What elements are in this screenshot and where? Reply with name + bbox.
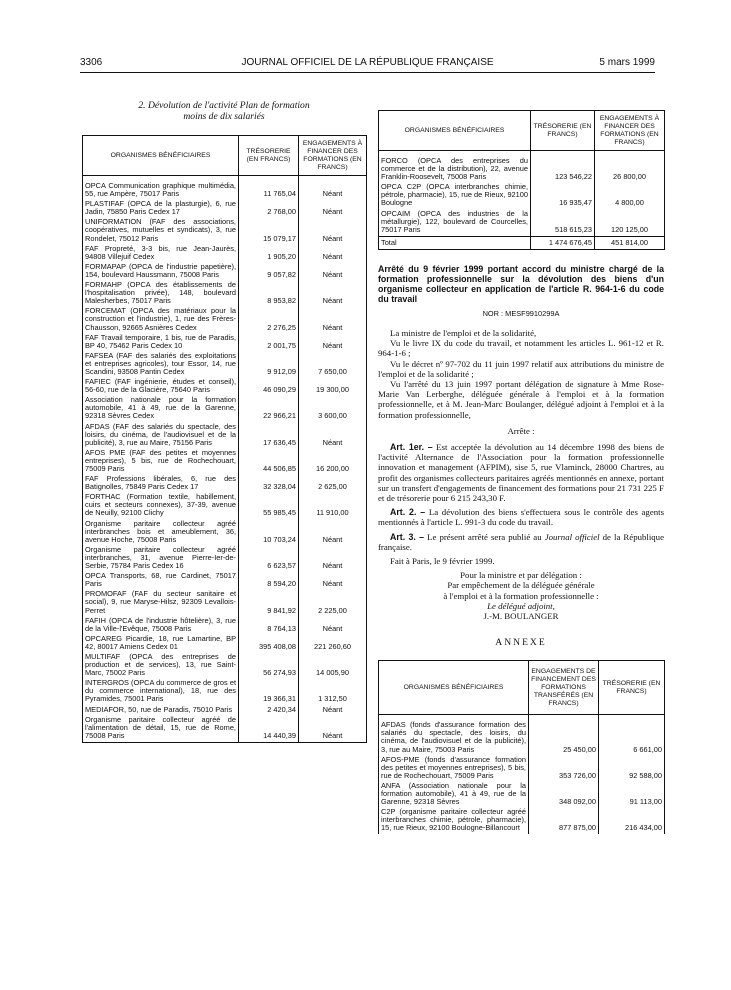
signature-line: Le délégué adjoint, (487, 600, 555, 611)
signature-line: Pour la ministre et par délégation : (460, 570, 582, 581)
cell-engagements: Néant (299, 716, 367, 743)
cell-organisme: FAF Travail temporaire, 1 bis, rue de Paradis, BP 40, 75462 Paris Cedex 10 (83, 334, 239, 352)
cell-tresorerie: 2 420,34 (239, 706, 299, 716)
cell-engagements: Néant (299, 281, 367, 307)
cell-engagements: 4 800,00 (595, 183, 665, 209)
table-row (83, 716, 367, 743)
cell-organisme: FAFSEA (FAF des salariés des exploitations et entreprises agricoles), tour Essor, 14, rue Scandini, 93508 Pantin Cedex (83, 352, 239, 378)
table-row (379, 721, 665, 755)
section-title: 2. Dévolution de l'activité Plan de formation moins de dix salariés (138, 100, 310, 122)
article-2 (378, 507, 664, 527)
total-engagements: 451 814,00 (595, 236, 665, 249)
cell-tresorerie: 92 588,00 (599, 756, 665, 782)
cell-tresorerie: 15 079,17 (239, 218, 299, 244)
cell-engagements: 353 726,00 (529, 756, 599, 782)
issue-date: 5 mars 1999 (599, 57, 655, 68)
cell-tresorerie: 10 703,24 (239, 520, 299, 546)
cell-engagements: Néant (299, 617, 367, 635)
cell-organisme: Organisme paritaire collecteur agréé interbranches bois et ameublement, 36, avenue Hoche, 75008 Paris (83, 520, 239, 546)
cell-organisme: FAFIEC (FAF ingénierie, études et conseil), 56-60, rue de la Glacière, 75640 Paris (83, 378, 239, 396)
cell-tresorerie: 9 057,82 (239, 263, 299, 281)
cell-organisme: OPCA Transports, 68, rue Cardinet, 75017 Paris (83, 572, 239, 590)
cell-organisme: FAF Propreté, 3-3 bis, rue Jean-Jaurès, 94808 Villejuif Cedex (83, 245, 239, 263)
cell-tresorerie: 6 623,57 (239, 546, 299, 572)
cell-tresorerie: 19 366,31 (239, 679, 299, 705)
cell-organisme: ANFA (Association nationale pour la formation automobile), 41 à 49, rue de la Garenne, 92318 Sèvres (379, 782, 529, 808)
right-column (378, 110, 664, 834)
annexe-table (378, 660, 665, 834)
arrete-paragraph: La ministre de l'emploi et de la solidarité, (390, 327, 537, 338)
article-3 (378, 532, 664, 552)
cell-tresorerie: 44 506,85 (239, 449, 299, 475)
devolution-table-body (83, 176, 367, 743)
table-row (83, 423, 367, 449)
cell-engagements: Néant (299, 245, 367, 263)
table-row (83, 635, 367, 653)
table-row (83, 617, 367, 635)
cell-engagements: Néant (299, 572, 367, 590)
table-row (83, 475, 367, 493)
cell-engagements: Néant (299, 546, 367, 572)
article-1-text: Est acceptée la dévolution au 14 décembre 1998 des biens de l'activité Alternance de l'Association pour la formation professionnelle innovation et management (AFPIM), sise 5, rue Vlaminck, 28000 Chartres, au profit des organismes collecteurs paritaires agréés mentionnés en annexe, portant sur un transfert d'engagements de financement des formations pour 21 731 225 F et de trésorerie pour 6 215 243,30 F. (378, 441, 664, 503)
cell-engagements: 2 225,00 (299, 590, 367, 616)
cell-organisme: OPCAREG Picardie, 18, rue Lamartine, BP 42, 80017 Amiens Cedex 01 (83, 635, 239, 653)
header-rule (80, 72, 655, 73)
col-header-tresorerie: TRÉSORERIE (EN FRANCS) (531, 111, 595, 151)
table-row (83, 307, 367, 333)
cell-tresorerie: 8 594,20 (239, 572, 299, 590)
cell-organisme: FORCO (OPCA des entreprises du commerce et de la distribution), 22, avenue Franklin-Roosevelt, 75008 Paris (379, 157, 531, 183)
devolution-table-continued-body (379, 151, 665, 250)
article-1 (378, 442, 664, 503)
cell-engagements: 877 875,00 (529, 808, 599, 834)
journal-officiel-text: Journal officiel (544, 531, 600, 542)
cell-organisme: FORTHAC (Formation textile, habillement, cuirs et secteurs connexes), 37-39, avenue de Neuilly, 92100 Clichy (83, 493, 239, 519)
cell-engagements: Néant (299, 218, 367, 244)
signatory-name: J.-M. BOULANGER (483, 611, 559, 622)
left-column (82, 100, 366, 743)
cell-engagements: 25 450,00 (529, 721, 599, 755)
cell-tresorerie: 518 615,23 (531, 210, 595, 237)
cell-engagements: Néant (299, 307, 367, 333)
cell-organisme: Organisme paritaire collecteur agréé de l'alimentation de détail, 15, rue de Rome, 75008 Paris (83, 716, 239, 743)
article-2-label: Art. 2. – (390, 507, 426, 518)
cell-organisme: C2P (organisme paritaire collecteur agréé interbranches chimie, pétrole, pharmacie), 15, rue Rieux, 92100 Boulogne-Billancourt (379, 808, 529, 834)
cell-engagements: 11 910,00 (299, 493, 367, 519)
table-row (83, 281, 367, 307)
devolution-table-continued (378, 110, 665, 250)
cell-tresorerie: 22 966,21 (239, 396, 299, 422)
table-row (83, 200, 367, 218)
cell-engagements: Néant (299, 706, 367, 716)
cell-organisme: PROMOFAF (FAF du secteur sanitaire et social), 9, rue Maryse-Hilsz, 92309 Levallois-Perret (83, 590, 239, 616)
table-row (379, 756, 665, 782)
article-3-text-post: de la République française. (378, 531, 664, 552)
cell-organisme: Organisme paritaire collecteur agréé interbranches, 31, avenue Pierre-Ier-de-Serbie, 75784 Paris Cedex 16 (83, 546, 239, 572)
cell-tresorerie: 1 905,20 (239, 245, 299, 263)
article-3-label: Art. 3. – (390, 531, 425, 542)
cell-tresorerie: 14 440,39 (239, 716, 299, 743)
cell-tresorerie: 8 953,82 (239, 281, 299, 307)
cell-engagements: 1 312,50 (299, 679, 367, 705)
cell-organisme: FAF Professions libérales, 6, rue des Batignolles, 75849 Paris Cedex 17 (83, 475, 239, 493)
cell-organisme: MULTIFAF (OPCA des entreprises de production et de services), 13, rue Saint-Marc, 75002 Paris (83, 653, 239, 679)
table-row (83, 352, 367, 378)
table-row (83, 396, 367, 422)
table-row (83, 245, 367, 263)
article-1-label: Art. 1er. – (390, 441, 433, 452)
cell-tresorerie: 17 636,45 (239, 423, 299, 449)
cell-organisme: UNIFORMATION (FAF des associations, coopératives, mutuelles et syndicats), 3, rue Rondelet, 75012 Paris (83, 218, 239, 244)
cell-engagements: 348 092,00 (529, 782, 599, 808)
devolution-table (82, 135, 367, 743)
cell-organisme: AFDAS (fonds d'assurance formation des salariés du spectacle, des loisirs, du cinéma, de l'audiovisuel et de la publicité), 3, rue au Maire, 75003 Paris (379, 721, 529, 755)
article-2-text: La dévolution des biens s'effectuera sous le contrôle des agents mentionnés à l'article L. 991-3 du code du travail. (378, 507, 664, 528)
cell-organisme: MEDIAFOR, 50, rue de Paradis, 75010 Paris (83, 706, 239, 716)
cell-engagements: 26 800,00 (595, 157, 665, 183)
cell-engagements: 2 625,00 (299, 475, 367, 493)
col-header-tresorerie: TRÉSORERIE (EN FRANCS) (599, 661, 665, 715)
total-tresorerie: 1 474 676,45 (531, 236, 595, 249)
cell-engagements: 3 600,00 (299, 396, 367, 422)
table-row (83, 263, 367, 281)
cell-engagements: Néant (299, 334, 367, 352)
table-row (83, 493, 367, 519)
table-row (83, 334, 367, 352)
table-row (83, 653, 367, 679)
cell-organisme: AFOS PME (FAF des petites et moyennes entreprises), 5 bis, rue de Rochechouart, 75009 Paris (83, 449, 239, 475)
publication-title: JOURNAL OFFICIEL DE LA RÉPUBLIQUE FRANÇAISE (241, 57, 494, 68)
cell-tresorerie: 46 090,29 (239, 378, 299, 396)
cell-organisme: Association nationale pour la formation automobile, 41 à 49, rue de la Garenne, 92318 Sèvres Cedex (83, 396, 239, 422)
cell-engagements: Néant (299, 200, 367, 218)
cell-organisme: FORCEMAT (OPCA des matériaux pour la construction et l'industrie), 1, rue des Frères-Chausson, 92665 Asnières Cedex (83, 307, 239, 333)
cell-tresorerie: 395 408,08 (239, 635, 299, 653)
signature-line: Par empêchement de la déléguée générale (447, 580, 595, 591)
table-row (379, 210, 665, 237)
arrete-heading: Arrête : (507, 425, 535, 436)
cell-engagements: Néant (299, 182, 367, 200)
cell-tresorerie: 9 912,09 (239, 352, 299, 378)
table-row (83, 572, 367, 590)
article-3-text-pre: Le présent arrêté sera publié au (427, 531, 545, 542)
arrete-paragraph: Vu l'arrêté du 13 juin 1997 portant délégation de signature à Mme Rose-Marie Van Lerberghe, déléguée générale à l'emploi et à la formation professionnelle, et à M. Jean-Marc Boulanger, délégué adjoint à l'emploi et à la formation professionnelle, (378, 378, 664, 420)
cell-engagements: 16 200,00 (299, 449, 367, 475)
table-row (83, 378, 367, 396)
cell-organisme: PLASTIFAF (OPCA de la plasturgie), 6, rue Jadin, 75850 Paris Cedex 17 (83, 200, 239, 218)
table-row (83, 218, 367, 244)
cell-tresorerie: 9 841,92 (239, 590, 299, 616)
cell-tresorerie: 123 546,22 (531, 157, 595, 183)
cell-tresorerie: 32 328,04 (239, 475, 299, 493)
total-row (379, 236, 665, 249)
cell-tresorerie: 91 113,00 (599, 782, 665, 808)
cell-tresorerie: 2 276,25 (239, 307, 299, 333)
cell-organisme: INTERGROS (OPCA du commerce de gros et du commerce international), 18, rue des Pyramides, 75001 Paris (83, 679, 239, 705)
table-row (83, 546, 367, 572)
table-row (83, 520, 367, 546)
total-label: Total (379, 236, 531, 249)
page-number: 3306 (80, 57, 103, 68)
table-row (83, 679, 367, 705)
cell-organisme: FORMAHP (OPCA des établissements de l'hospitalisation privée), 148, boulevard Malesherbes, 75017 Paris (83, 281, 239, 307)
table-row (379, 183, 665, 209)
cell-organisme: OPCAIM (OPCA des industries de la métallurgie), 122, boulevard de Courcelles, 75017 Paris (379, 210, 531, 237)
cell-tresorerie: 55 985,45 (239, 493, 299, 519)
cell-tresorerie: 56 274,93 (239, 653, 299, 679)
table-row (379, 782, 665, 808)
cell-tresorerie: 216 434,00 (599, 808, 665, 834)
cell-organisme: AFDAS (FAF des salariés du spectacle, des loisirs, du cinéma, de l'audiovisuel et de la publicité), 3, rue au Maire, 75156 Paris (83, 423, 239, 449)
col-header-org: ORGANISMES BÉNÉFICIAIRES (83, 136, 239, 176)
col-header-org: ORGANISMES BÉNÉFICIAIRES (379, 111, 531, 151)
signature-line: à l'emploi et à la formation professionnelle : (443, 590, 599, 601)
table-row (379, 157, 665, 183)
table-row (83, 590, 367, 616)
cell-tresorerie: 2 768,00 (239, 200, 299, 218)
cell-tresorerie: 16 935,47 (531, 183, 595, 209)
cell-tresorerie: 11 765,04 (239, 182, 299, 200)
cell-engagements: 7 650,00 (299, 352, 367, 378)
col-header-engagements: ENGAGEMENTS DE FINANCEMENT DES FORMATIONS TRANSFÉRÉS (EN FRANCS) (529, 661, 599, 715)
arrete-paragraph: Vu le décret nº 97-702 du 11 juin 1997 relatif aux attributions du ministre de l'emploi et de la solidarité ; (378, 358, 664, 379)
cell-organisme: AFOS-PME (fonds d'assurance formation des petites et moyennes entreprises), 5 bis, rue de Rochechouart, 75009 Paris (379, 756, 529, 782)
cell-engagements: 14 005,90 (299, 653, 367, 679)
cell-tresorerie: 6 661,00 (599, 721, 665, 755)
nor-reference: NOR : MESF9910299A (482, 308, 560, 318)
arrete-paragraph: Vu le livre IX du code du travail, et notamment les articles L. 961-12 et R. 964-1-6 ; (378, 338, 664, 359)
cell-organisme: OPCA Communication graphique multimédia, 55, rue Ampère, 75017 Paris (83, 182, 239, 200)
cell-engagements: Néant (299, 263, 367, 281)
col-header-tresorerie: TRÉSORERIE (EN FRANCS) (239, 136, 299, 176)
arrete-title: Arrêté du 9 février 1999 portant accord du ministre chargé de la formation professionnelle sur la dévolution des biens d'un organisme collecteur en application de l'article R. 964-1-6 du code du travail (378, 263, 664, 304)
running-header (80, 57, 655, 71)
fait-a-paris: Fait à Paris, le 9 février 1999. (390, 556, 495, 566)
table-row (379, 808, 665, 834)
cell-engagements: Néant (299, 520, 367, 546)
col-header-engagements: ENGAGEMENTS À FINANCER DES FORMATIONS (EN FRANCS) (595, 111, 665, 151)
cell-tresorerie: 2 001,75 (239, 334, 299, 352)
cell-tresorerie: 8 764,13 (239, 617, 299, 635)
table-row (83, 449, 367, 475)
cell-engagements: 221 260,60 (299, 635, 367, 653)
cell-organisme: FORMAPAP (OPCA de l'industrie papetière), 154, boulevard Haussmann, 75008 Paris (83, 263, 239, 281)
cell-engagements: 120 125,00 (595, 210, 665, 237)
cell-engagements: 19 300,00 (299, 378, 367, 396)
col-header-org: ORGANISMES BÉNÉFICIAIRES (379, 661, 529, 715)
table-row (83, 182, 367, 200)
cell-organisme: OPCA C2P (OPCA interbranches chimie, pétrole, pharmacie), 15, rue de Rieux, 92100 Boulogne (379, 183, 531, 209)
annexe-title: ANNEXE (495, 637, 547, 649)
cell-organisme: FAFIH (OPCA de l'industrie hôtelière), 3, rue de la Ville-l'Evêque, 75008 Paris (83, 617, 239, 635)
col-header-engagements: ENGAGEMENTS À FINANCER DES FORMATIONS (EN FRANCS) (299, 136, 367, 176)
cell-engagements: Néant (299, 423, 367, 449)
annexe-table-body (379, 715, 665, 835)
